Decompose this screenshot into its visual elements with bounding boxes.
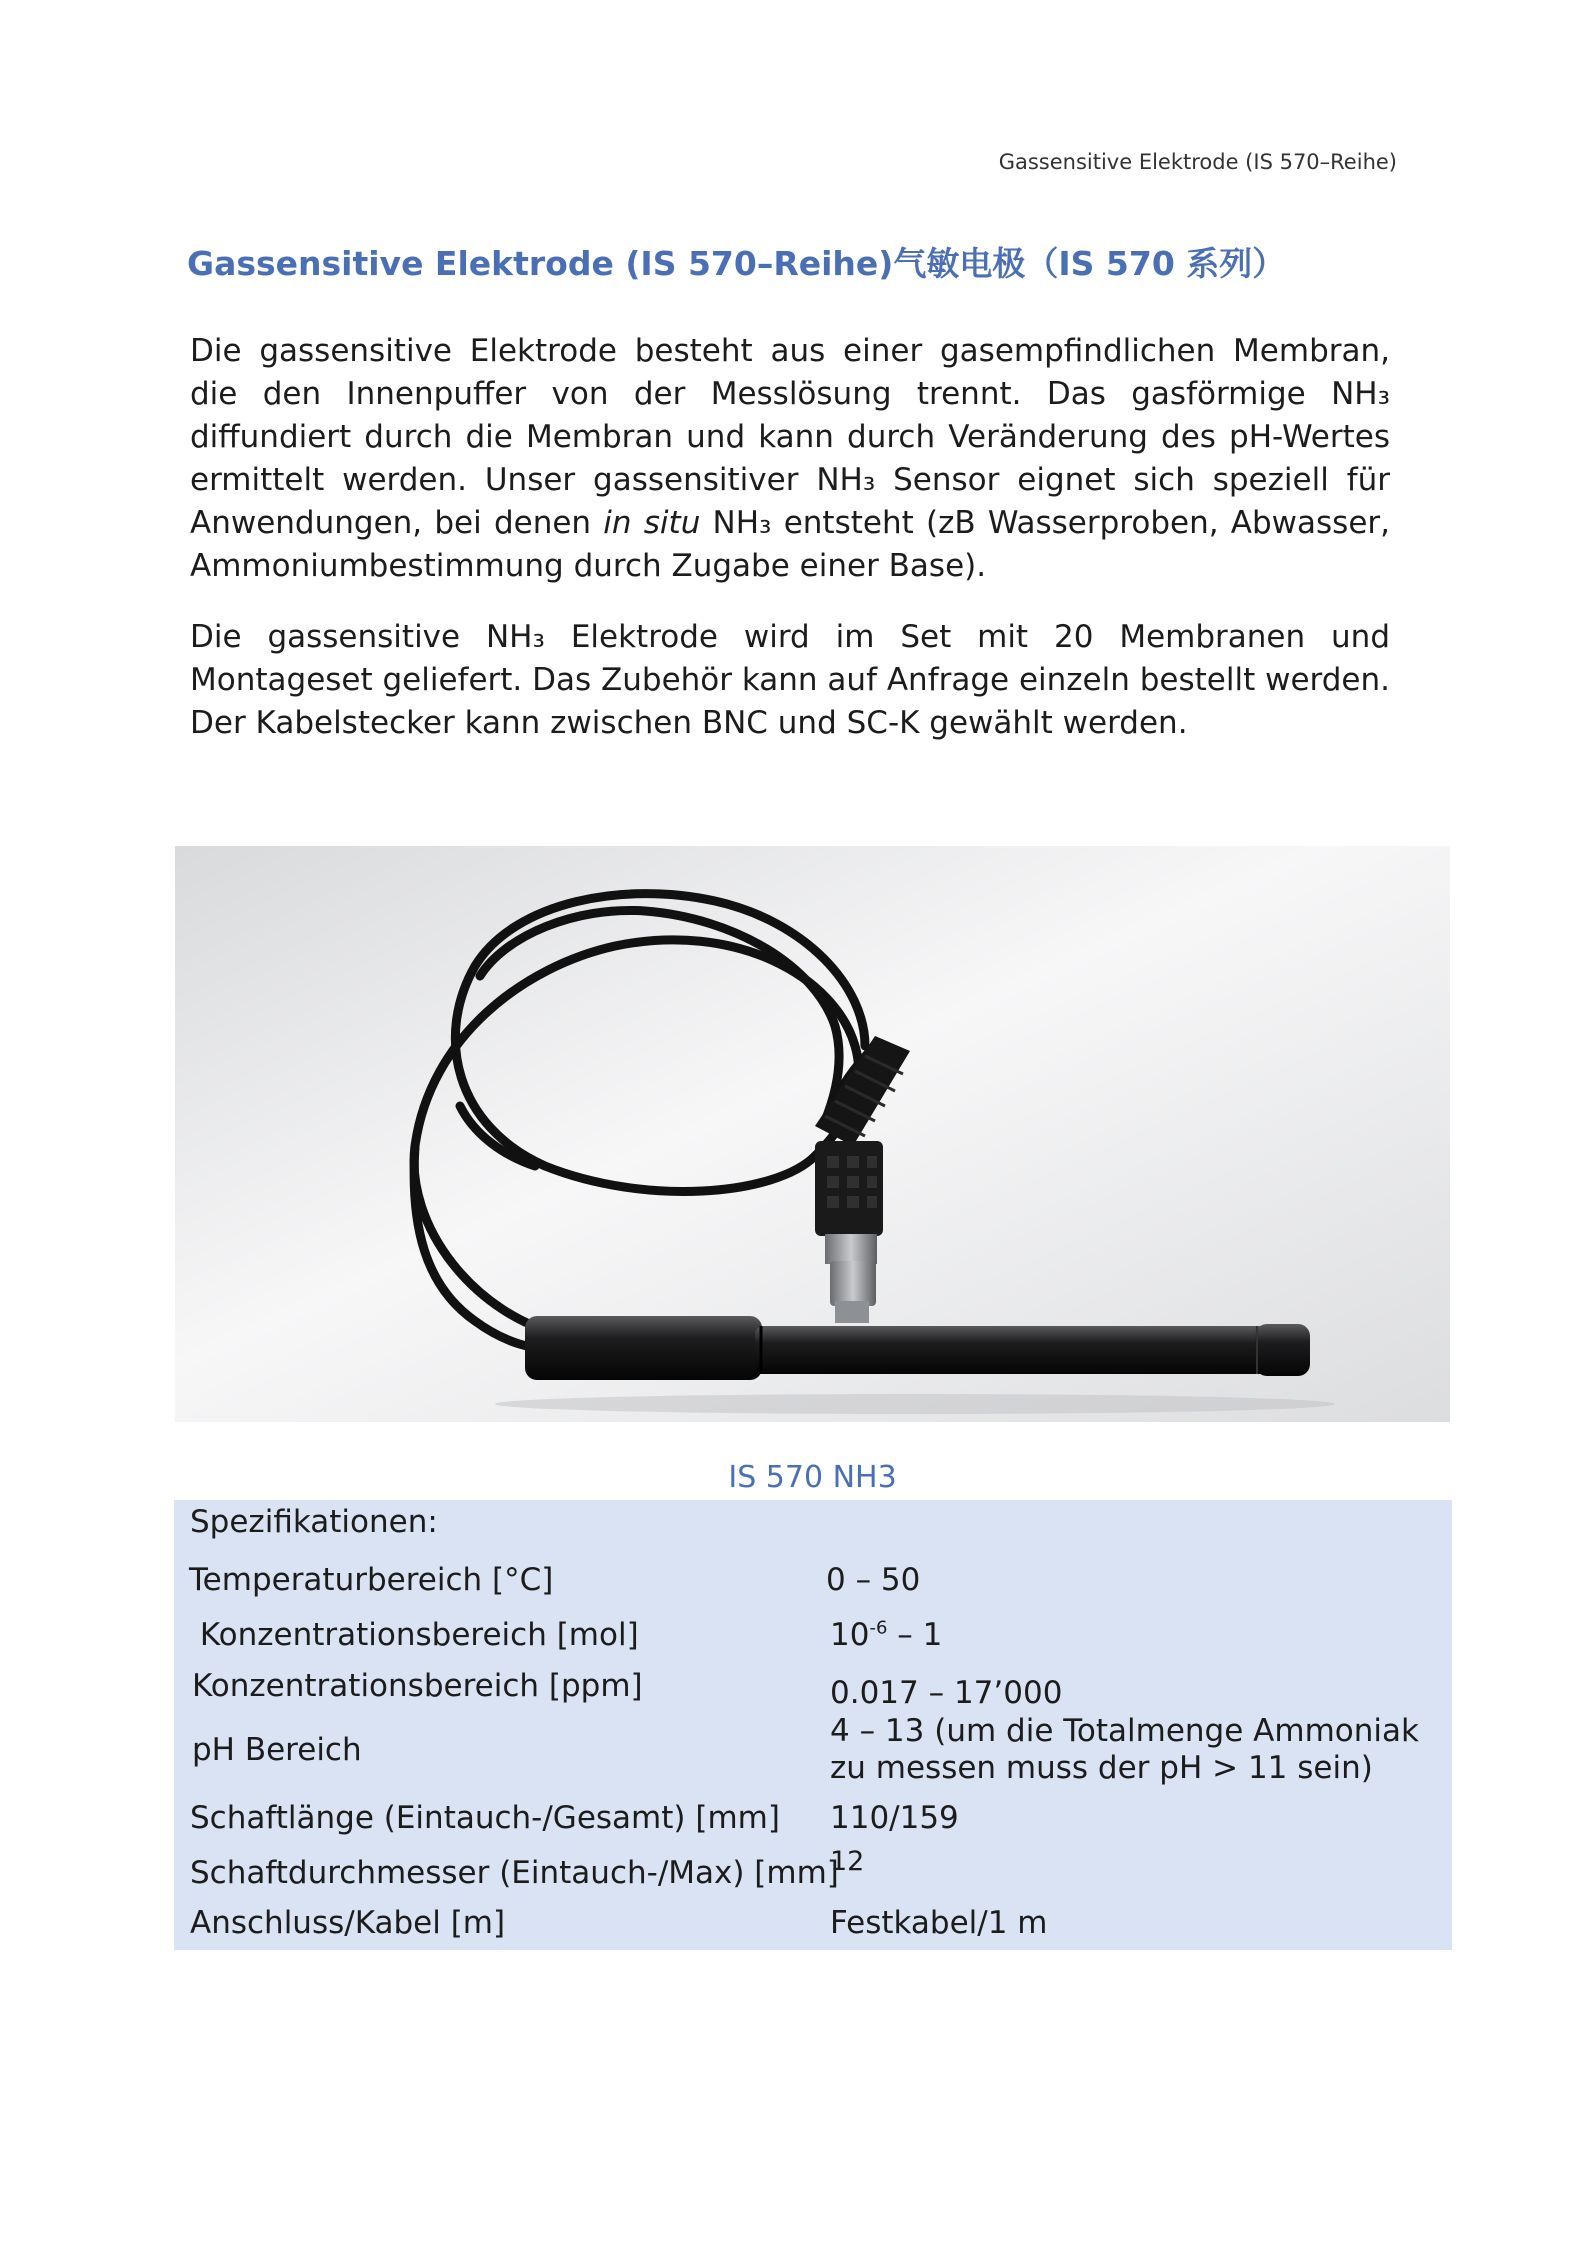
description-paragraph-1 <box>190 330 1390 588</box>
spec-value-concentration-ppm: 0.017 – 17’000 <box>830 1675 1063 1711</box>
paragraph-1-text-b: NH₃ entsteht (zB Wasserproben, Abwasser, Ammoniumbestimmung durch Zugabe einer Base). <box>190 505 1390 584</box>
spec-label-concentration-ppm: Konzentrationsbereich [ppm] <box>192 1668 643 1704</box>
spec-value-mol-rest: – 1 <box>887 1617 943 1653</box>
page-title: Gassensitive Elektrode (IS 570–Reihe)气敏电极（IS 570 系列） <box>187 244 1286 283</box>
spec-label-ph-range: pH Bereich <box>192 1732 362 1768</box>
running-header: Gassensitive Elektrode (IS 570–Reihe) <box>998 150 1397 174</box>
spec-label-connection-cable: Anschluss/Kabel [m] <box>190 1905 506 1941</box>
spec-label-concentration-mol: Konzentrationsbereich [mol] <box>190 1617 639 1653</box>
description-paragraph-2: Die gassensitive NH₃ Elektrode wird im Set mit 20 Membranen und Montageset geliefert. Das Zubehör kann auf Anfrage einzeln bestellt werden. Der Kabelstecker kann zwischen BNC und SC-K gewählt werden. <box>190 619 1390 741</box>
electrode-photo <box>175 846 1450 1422</box>
paragraph-1-italic: in situ <box>603 505 701 541</box>
spec-value-connection-cable: Festkabel/1 m <box>830 1905 1048 1941</box>
spec-value-mol-exponent: -6 <box>869 1617 888 1639</box>
spec-value-concentration-mol <box>830 1617 942 1654</box>
spec-label-shaft-length: Schaftlänge (Eintauch-/Gesamt) [mm] <box>190 1800 780 1836</box>
spec-label-shaft-diameter: Schaftdurchmesser (Eintauch-/Max) [mm] <box>190 1855 839 1891</box>
spec-value-ph-range: 4 – 13 (um die Totalmenge Ammoniak zu messen muss der pH > 11 sein) <box>830 1713 1419 1786</box>
photo-caption: IS 570 NH3 <box>728 1460 897 1495</box>
spec-value-shaft-diameter: 12 <box>830 1846 865 1877</box>
spec-value-shaft-length: 110/159 <box>830 1800 959 1836</box>
spec-heading: Spezifikationen: <box>190 1504 438 1540</box>
spec-label-temperature: Temperaturbereich [°C] <box>189 1562 554 1598</box>
spec-value-mol-base: 10 <box>830 1617 870 1653</box>
spec-value-temperature: 0 – 50 <box>826 1562 921 1598</box>
paragraph-1-text-a: Die gassensitive Elektrode besteht aus einer gasempfindlichen Membran, die den Innenpuffer von der Messlösung trennt. Das gasförmige NH₃ diffundiert durch die Membran und kann durch Veränderung des pH-Wertes ermittelt werden. Unser gassensitiver NH₃ Sensor eignet sich speziell für Anwendungen, bei denen <box>190 333 1390 541</box>
